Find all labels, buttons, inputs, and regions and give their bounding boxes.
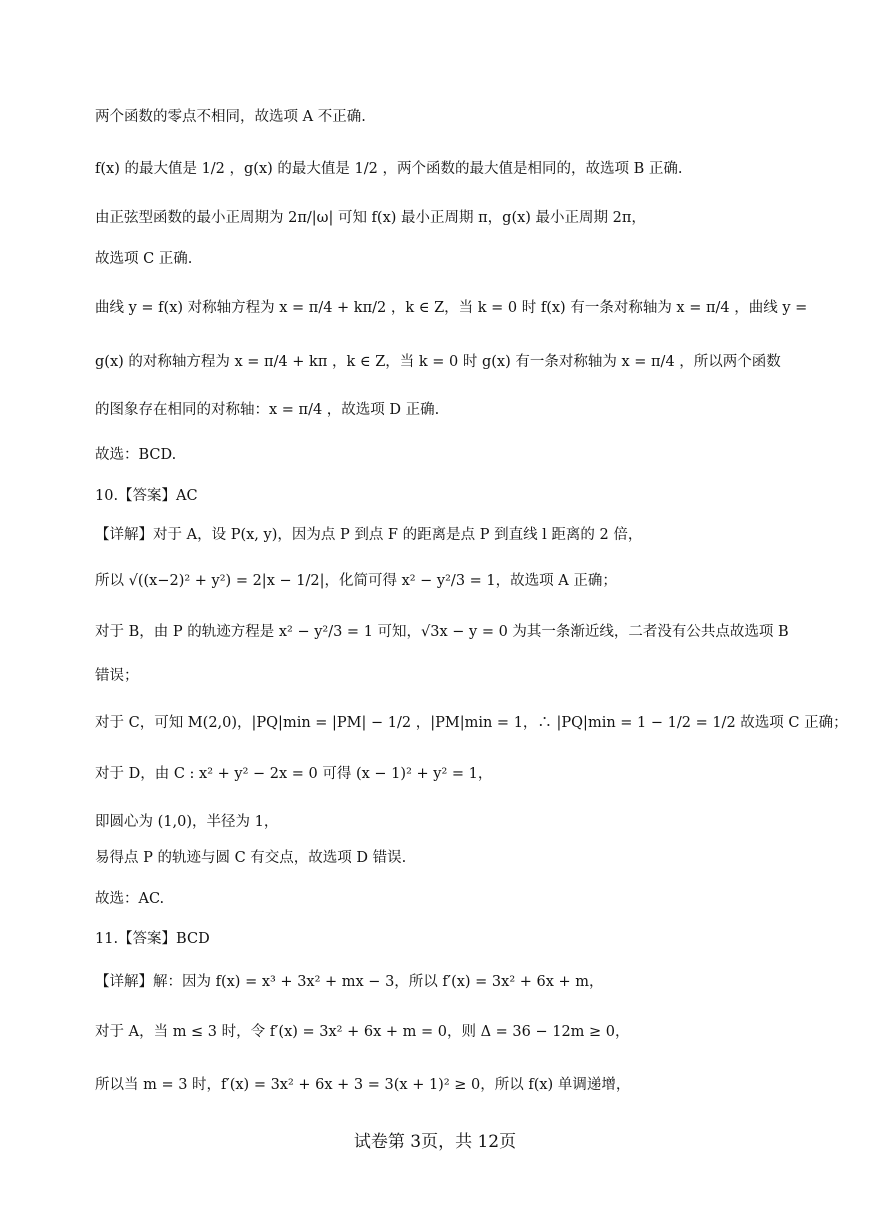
text-line: 【详解】解：因为 f(x) = x³ + 3x² + mx − 3，所以 f′(x) = 3x² + 6x + m， <box>95 974 604 990</box>
text-line: 所以当 m = 3 时，f′(x) = 3x² + 6x + 3 = 3(x + 1)² ≥ 0，所以 f(x) 单调递增， <box>95 1077 631 1093</box>
text-line: 对于 C，可知 M(2,0)，|PQ|min = |PM| − 1/2 ，|PM|min = 1，∴ |PQ|min = 1 − 1/2 = 1/2 故选项 C 正确； <box>95 715 848 731</box>
text-line: 故选：BCD. <box>95 447 177 463</box>
text-line: 对于 D，由 C : x² + y² − 2x = 0 可得 (x − 1)² + y² = 1， <box>95 766 493 782</box>
text-line: 曲线 y = f(x) 对称轴方程为 x = π/4 + kπ/2 ，k ∈ Z，当 k = 0 时 f(x) 有一条对称轴为 x = π/4 ，曲线 y = <box>95 300 808 316</box>
text-line: 故选：AC. <box>95 891 165 907</box>
text-line: 对于 B，由 P 的轨迹方程是 x² − y²/3 = 1 可知，√3x − y = 0 为其一条渐近线，二者没有公共点故选项 B <box>95 624 789 640</box>
text-line: f(x) 的最大值是 1/2 ，g(x) 的最大值是 1/2 ，两个函数的最大值是相同的，故选项 B 正确. <box>95 161 683 177</box>
text-line: 两个函数的零点不相同，故选项 A 不正确. <box>95 109 366 125</box>
page-footer: 试卷第 3页，共 12页 <box>353 1132 517 1152</box>
text-line: 10.【答案】AC <box>95 488 198 504</box>
text-line: 11.【答案】BCD <box>95 931 210 947</box>
text-line: 对于 A，当 m ≤ 3 时，令 f′(x) = 3x² + 6x + m = 0，则 Δ = 36 − 12m ≥ 0， <box>95 1024 630 1040</box>
text-line: 【详解】对于 A，设 P(x, y)，因为点 P 到点 F 的距离是点 P 到直线 l 距离的 2 倍， <box>95 527 643 543</box>
text-line: 即圆心为 (1,0)，半径为 1， <box>95 814 279 830</box>
text-line: g(x) 的对称轴方程为 x = π/4 + kπ ，k ∈ Z，当 k = 0 时 g(x) 有一条对称轴为 x = π/4 ，所以两个函数 <box>95 354 781 370</box>
text-line: 由正弦型函数的最小正周期为 2π/|ω| 可知 f(x) 最小正周期 π，g(x) 最小正周期 2π， <box>95 210 646 226</box>
text-line: 的图象存在相同的对称轴：x = π/4 ，故选项 D 正确. <box>95 402 440 418</box>
text-line: 故选项 C 正确. <box>95 251 193 267</box>
text-line: 所以 √((x−2)² + y²) = 2|x − 1/2|，化简可得 x² − y²/3 = 1，故选项 A 正确； <box>95 573 617 589</box>
text-line: 错误； <box>95 668 139 684</box>
text-line: 易得点 P 的轨迹与圆 C 有交点，故选项 D 错误. <box>95 850 407 866</box>
